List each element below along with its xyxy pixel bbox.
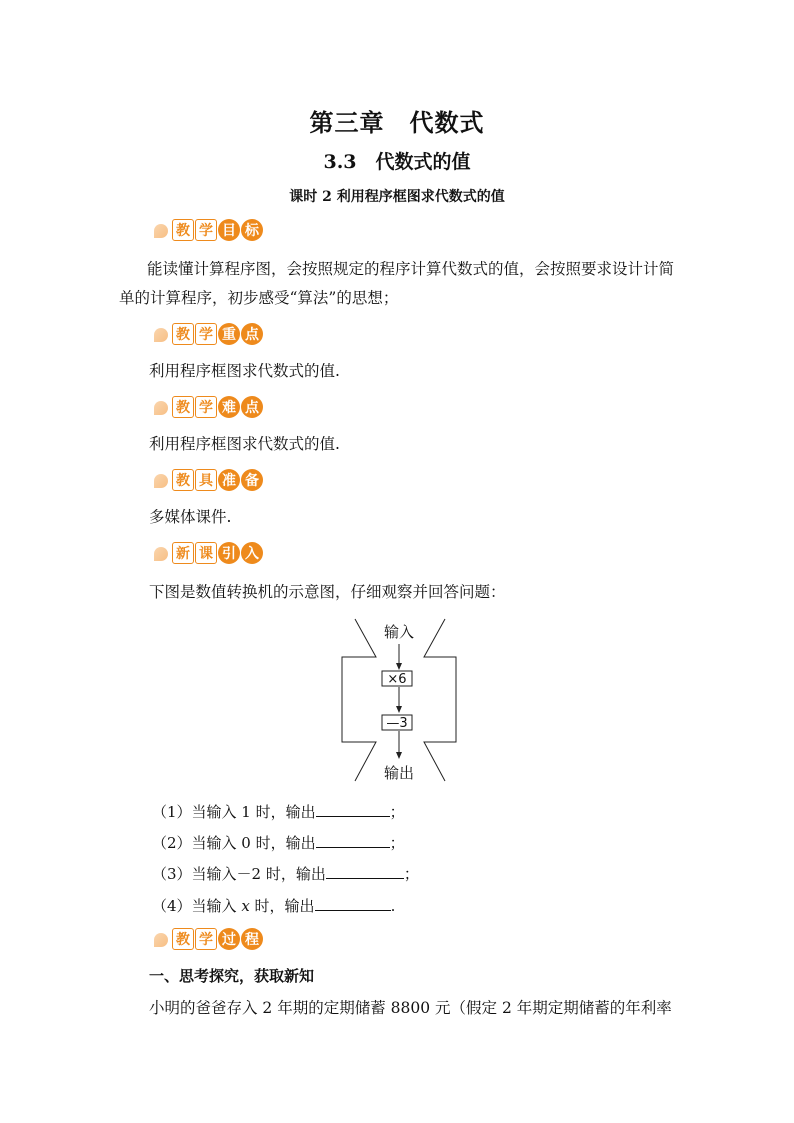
question-4: （4）当输入 x 时，输出 . [152, 894, 395, 916]
answer-blank [316, 831, 390, 848]
answer-blank [316, 800, 390, 817]
key-points-text: 利用程序框图求代数式的值. [149, 362, 340, 380]
objectives-heading: 教 学 目 标 [154, 218, 264, 242]
decoration-icon [154, 397, 170, 417]
section-1-text: 小明的爸爸存入 2 年期的定期储蓄 8800 元（假定 2 年期定期储蓄的年利率 [149, 999, 672, 1017]
section-title: 3.3 代数式的值 [323, 151, 471, 173]
process-heading: 教 学 过 程 [154, 927, 264, 951]
decoration-icon [154, 470, 170, 490]
decoration-icon [154, 543, 170, 563]
arrow-head [396, 663, 402, 670]
difficulties-heading: 教 学 难 点 [154, 395, 264, 419]
answer-blank [326, 862, 404, 879]
decoration-icon [154, 929, 170, 949]
arrow-head [396, 706, 402, 713]
materials-text: 多媒体课件. [149, 508, 232, 526]
section-1-title: 一、思考探究，获取新知 [149, 967, 315, 985]
intro-text: 下图是数值转换机的示意图，仔细观察并回答问题： [149, 583, 506, 601]
question-3: （3）当输入－2 时，输出 ； [152, 862, 419, 884]
materials-heading: 教 具 准 备 [154, 468, 264, 492]
arrow-head [396, 752, 402, 759]
lesson-title: 课时 2 利用程序框图求代数式的值 [289, 189, 505, 205]
question-1: （1）当输入 1 时，输出 ； [152, 800, 405, 822]
machine-outline [342, 619, 376, 781]
output-label: 输出 [383, 764, 415, 782]
difficulties-text: 利用程序框图求代数式的值. [149, 435, 340, 453]
key-points-heading: 教 学 重 点 [154, 322, 264, 346]
conversion-machine-diagram [330, 615, 470, 785]
decoration-icon [154, 324, 170, 344]
question-2: （2）当输入 0 时，输出 ； [152, 831, 405, 853]
objectives-line-1: 能读懂计算程序图，会按照规定的程序计算代数式的值，会按照要求设计计简 [147, 260, 675, 278]
intro-heading: 新 课 引 入 [154, 541, 264, 565]
decoration-icon [154, 220, 170, 240]
input-label: 输入 [383, 623, 415, 641]
answer-blank [315, 894, 391, 911]
objectives-line-2: 单的计算程序，初步感受“算法”的思想； [119, 289, 399, 307]
op-subtract: —3 [386, 716, 408, 731]
machine-outline [424, 619, 456, 781]
op-multiply: ×6 [387, 672, 407, 687]
chapter-title: 第三章 代数式 [309, 108, 485, 137]
